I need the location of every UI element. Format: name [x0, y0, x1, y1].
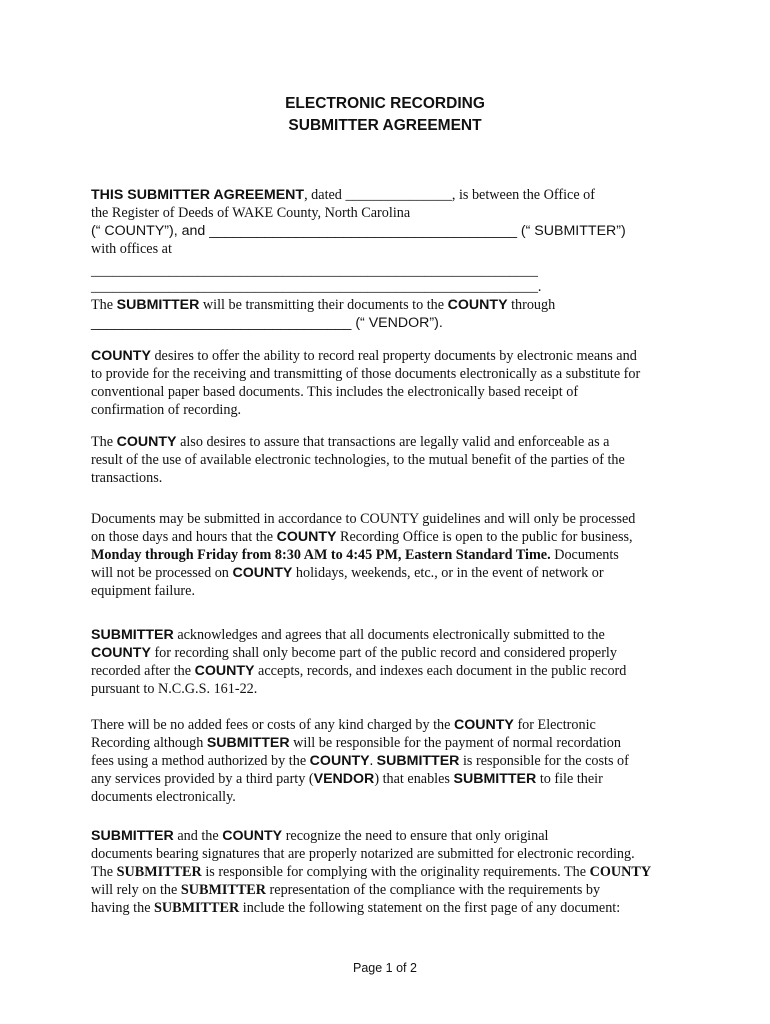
paragraph-text: documents electronically.: [91, 789, 236, 805]
paragraph-text: for Electronic: [513, 717, 596, 733]
intro-text: through: [507, 297, 556, 313]
paragraph-text: Documents may be submitted in accordance to COUNTY guidelines and will only be processed: [91, 511, 636, 527]
submitter-term: SUBMITTER: [116, 297, 200, 313]
paragraph-text: conventional paper based documents. This includes the electronically based receipt of: [91, 384, 579, 400]
paragraph-originality: [91, 827, 691, 917]
paragraph-text: confirmation of recording.: [91, 402, 242, 418]
paragraph-text: pursuant to N.C.G.S. 161-22.: [91, 681, 258, 697]
paragraph-text: Recording although: [91, 735, 207, 751]
paragraph-legal-validity: [91, 433, 691, 487]
paragraph-text: desires to offer the ability to record real property documents by electronic means and: [150, 348, 637, 364]
paragraph-text: .: [369, 753, 377, 769]
paragraph-text: acknowledges and agrees that all documents electronically submitted to the: [173, 627, 605, 643]
paragraph-text: will rely on the: [91, 882, 181, 898]
submitter-term: SUBMITTER: [206, 735, 290, 751]
submitter-designation: _______________________________________ (“ SUBMITTER”): [209, 223, 626, 239]
intro-text: the Register of Deeds of WAKE County, North Carolina: [91, 205, 411, 221]
submitter-term: SUBMITTER: [180, 882, 266, 898]
paragraph-text: recognize the need to ensure that only original: [282, 828, 549, 844]
submitter-term: SUBMITTER: [91, 627, 174, 643]
paragraph-text: representation of the compliance with the requirements by: [266, 882, 601, 898]
county-term: COUNTY: [91, 645, 151, 661]
paragraph-text: for recording shall only become part of the public record and considered properly: [150, 645, 617, 661]
submitter-term: SUBMITTER: [116, 864, 202, 880]
county-term: COUNTY: [589, 864, 652, 880]
county-term: COUNTY: [276, 529, 337, 545]
paragraph-text: accepts, records, and indexes each document in the public record: [254, 663, 627, 679]
paragraph-text: and the: [173, 828, 223, 844]
submitter-term: SUBMITTER: [453, 771, 537, 787]
paragraph-text: will not be processed on: [91, 565, 233, 581]
paragraph-text: fees using a method authorized by the: [91, 753, 310, 769]
paragraph-text: to file their: [536, 771, 603, 787]
agreement-name: THIS SUBMITTER AGREEMENT: [91, 187, 305, 203]
document-title-line1: ELECTRONIC RECORDING: [285, 95, 485, 112]
paragraph-text: will be responsible for the payment of normal recordation: [289, 735, 621, 751]
county-term: COUNTY: [116, 434, 177, 450]
paragraph-text: There will be no added fees or costs of any kind charged by the: [91, 717, 454, 733]
paragraph-text: Recording Office is open to the public for business,: [336, 529, 633, 545]
paragraph-text: recorded after the: [91, 663, 195, 679]
document-title-line2: SUBMITTER AGREEMENT: [288, 117, 482, 134]
submitter-term: SUBMITTER: [154, 900, 240, 916]
paragraph-text: any services provided by a third party (: [91, 771, 314, 787]
paragraph-text: equipment failure.: [91, 583, 196, 599]
paragraph-county-desire: [91, 347, 691, 419]
intro-text: will be transmitting their documents to the: [199, 297, 448, 313]
county-term: COUNTY: [309, 753, 370, 769]
intro-block: [91, 186, 691, 332]
paragraph-text: transactions.: [91, 470, 163, 486]
paragraph-text: holidays, weekends, etc., or in the event of network or: [292, 565, 604, 581]
paragraph-text: include the following statement on the first page of any document:: [239, 900, 621, 916]
paragraph-text: on those days and hours that the: [91, 529, 277, 545]
paragraph-text: result of the use of available electronic technologies, to the mutual benefit of the parties of the: [91, 452, 625, 468]
vendor-designation: _________________________________ (“ VENDOR”).: [91, 315, 443, 331]
paragraph-business-hours: [91, 510, 691, 600]
county-term: COUNTY: [447, 297, 508, 313]
page-number: Page 1 of 2: [353, 961, 417, 975]
county-term: COUNTY: [222, 828, 283, 844]
paragraph-text: Documents: [550, 547, 619, 563]
submitter-term: SUBMITTER: [91, 828, 174, 844]
address-blank-line: _______________________________________________________________.: [91, 279, 542, 295]
business-hours: Monday through Friday from 8:30 AM to 4:45 PM, Eastern Standard Time.: [91, 547, 551, 563]
paragraph-text: documents bearing signatures that are properly notarized are submitted for electronic recording.: [91, 846, 635, 862]
paragraph-text: ) that enables: [374, 771, 454, 787]
intro-text: with offices at: [91, 241, 172, 257]
vendor-term: VENDOR: [313, 771, 375, 787]
submitter-term: SUBMITTER: [376, 753, 460, 769]
county-term: COUNTY: [453, 717, 514, 733]
paragraph-fees: [91, 716, 691, 806]
paragraph-text: is responsible for complying with the originality requirements. The: [201, 864, 590, 880]
paragraph-acknowledgement: [91, 626, 691, 698]
county-term: COUNTY: [232, 565, 293, 581]
paragraph-text: is responsible for the costs of: [459, 753, 629, 769]
county-designation: (“ COUNTY”), and: [91, 223, 210, 239]
address-blank-line: _______________________________________________________________: [91, 263, 538, 279]
paragraph-text: The: [91, 864, 117, 880]
paragraph-text: having the: [91, 900, 155, 916]
paragraph-text: The: [91, 434, 117, 450]
county-term: COUNTY: [194, 663, 255, 679]
county-term: COUNTY: [91, 348, 151, 364]
paragraph-text: to provide for the receiving and transmitting of those documents electronically as a substitute for: [91, 366, 641, 382]
intro-text: The: [91, 297, 117, 313]
paragraph-text: also desires to assure that transactions are legally valid and enforceable as a: [176, 434, 610, 450]
intro-text: , dated _______________, is between the Office of: [304, 187, 595, 203]
